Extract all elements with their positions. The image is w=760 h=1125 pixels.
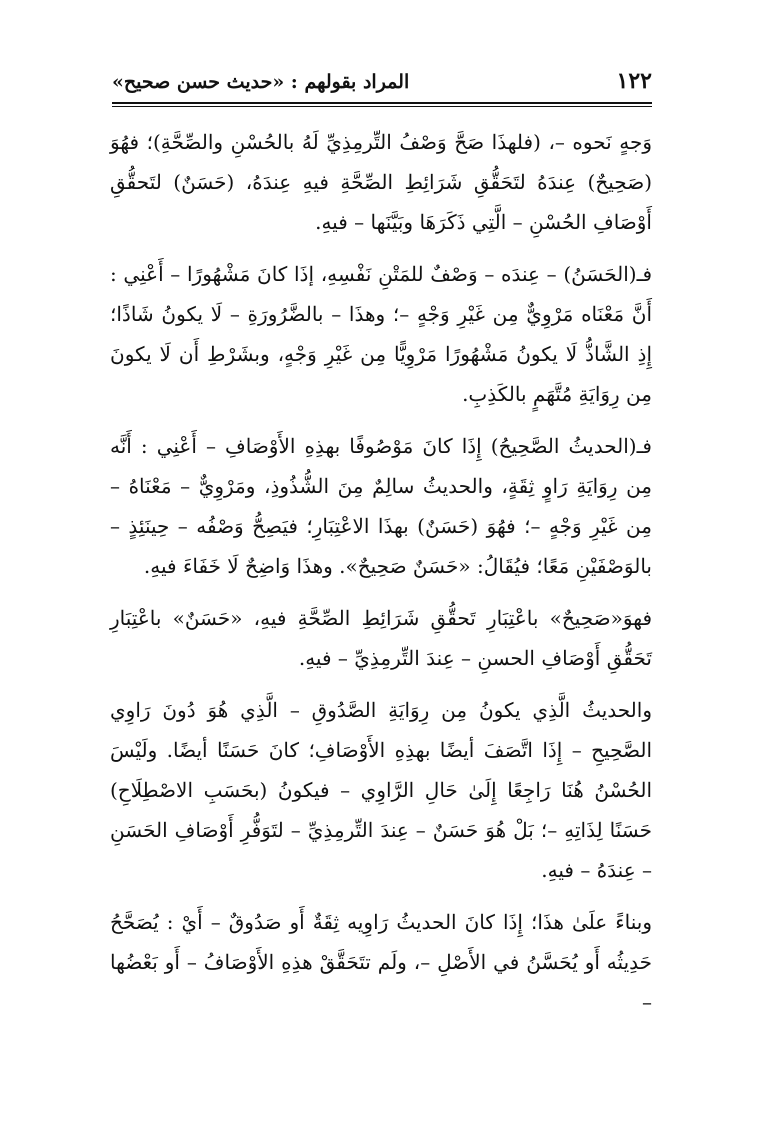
paragraph: فـ(الحديثُ الصَّحِيحُ) إِذَا كانَ مَوْصُوفًا بهذِهِ الأَوْصَافِ – أَعْنِي : أَنَّه مِن رِوَايَةِ رَاوٍ ثِقَةٍ، والحديثُ سالِمٌ مِنَ الشُّذُوذِ، ومَرْوِيٌّ – مَعْنَاهُ – مِن غَيْرِ وَجْهٍ –؛ فهُوَ (حَسَنٌ) بهذَا الاعْتِبَارِ؛ فيَصِحُّ وَصْفُه – حِينَئِذٍ – بالوَصْفَيْنِ مَعًا؛ فيُقَالُ: «حَسَنٌ صَحِيحٌ». وهذَا وَاضِحٌ لَا خَفَاءَ فيهِ. [110, 434, 652, 578]
paragraph: وَجهٍ نَحوه –، (فلهذَا صَحَّ وَصْفُ التِّرمِذِيِّ لَهُ بالحُسْنِ والصِّحَّةِ)؛ فهُوَ (صَحِيحٌ) عِندَهُ لتَحَقُّقِ شَرَائِطِ الصِّحَّةِ فيهِ عِندَهُ، (حَسَنٌ) لتَحقُّقِ أَوْصَافِ الحُسْنِ – الَّتِي ذَكَرَهَا وبَيَّنَها – فيهِ. [110, 130, 652, 234]
header-rule-thin [112, 106, 652, 107]
paragraph: والحديثُ الَّذِي يكونُ مِن رِوَايَةِ الصَّدُوقِ – الَّذِي هُوَ دُونَ رَاوِي الصَّحِيحِ – إِذَا اتَّصَفَ أيضًا بهذِهِ الأَوْصَافِ؛ كانَ حَسَنًا أيضًا. ولَيْسَ الحُسْنُ هُنَا رَاجِعًا إِلَىٰ حَالِ الرَّاوِي – فيكونُ (بحَسَبِ الاصْطِلَاحِ) حَسَنًا لِذَاتِهِ –؛ بَلْ هُوَ حَسَنٌ – عِندَ التِّرمِذِيِّ – لتَوَفُّرِ أَوْصَافِ الحَسَنِ – عِندَهُ – فيهِ. [110, 698, 653, 882]
page-header [112, 66, 652, 102]
running-title: المراد بقولهم : «حديث حسن صحيح» [112, 71, 410, 93]
page-number: ١٢٢ [616, 68, 652, 94]
paragraph: فـ(الحَسَنُ) – عِندَه – وَصْفٌ للمَتْنِ نَفْسِهِ، إذَا كانَ مَشْهُورًا – أَعْنِي : أَنَّ مَعْنَاه مَرْوِيٌّ مِن غَيْرِ وَجْهٍ –؛ وهذَا – بالضَّرُورَةِ – لَا يكونُ شَاذًا؛ إِذِ الشَّاذُّ لَا يكونُ مَشْهُورًا مَرْوِيًّا مِن غَيْرِ وَجْهٍ، وبشَرْطِ أَن لَا يكونَ مِن رِوَايَةِ مُتَّهَمٍ بالكَذِبِ. [110, 262, 652, 406]
paragraph: فهوَ«صَحِيحٌ» باعْتِبَارِ تَحقُّقِ شَرَائِطِ الصِّحَّةِ فيهِ، «حَسَنٌ» باعْتِبَارِ تَحَقُّقِ أَوْصَافِ الحسنِ – عِندَ التِّرمِذِيِّ – فيهِ. [110, 606, 652, 670]
paragraph: وبناءً علَىٰ هذَا؛ إِذَا كانَ الحديثُ رَاوِيه ثِقَةٌ أَو صَدُوقٌ – أَيْ : يُصَحَّحُ حَدِيثُه أَو يُحَسَّنُ في الأَصْلِ –، ولَم تتَحَقَّقْ هذِهِ الأَوْصَافُ – أَو بَعْضُها – [110, 910, 652, 1014]
page-body [110, 122, 652, 1034]
header-rule [112, 102, 652, 104]
